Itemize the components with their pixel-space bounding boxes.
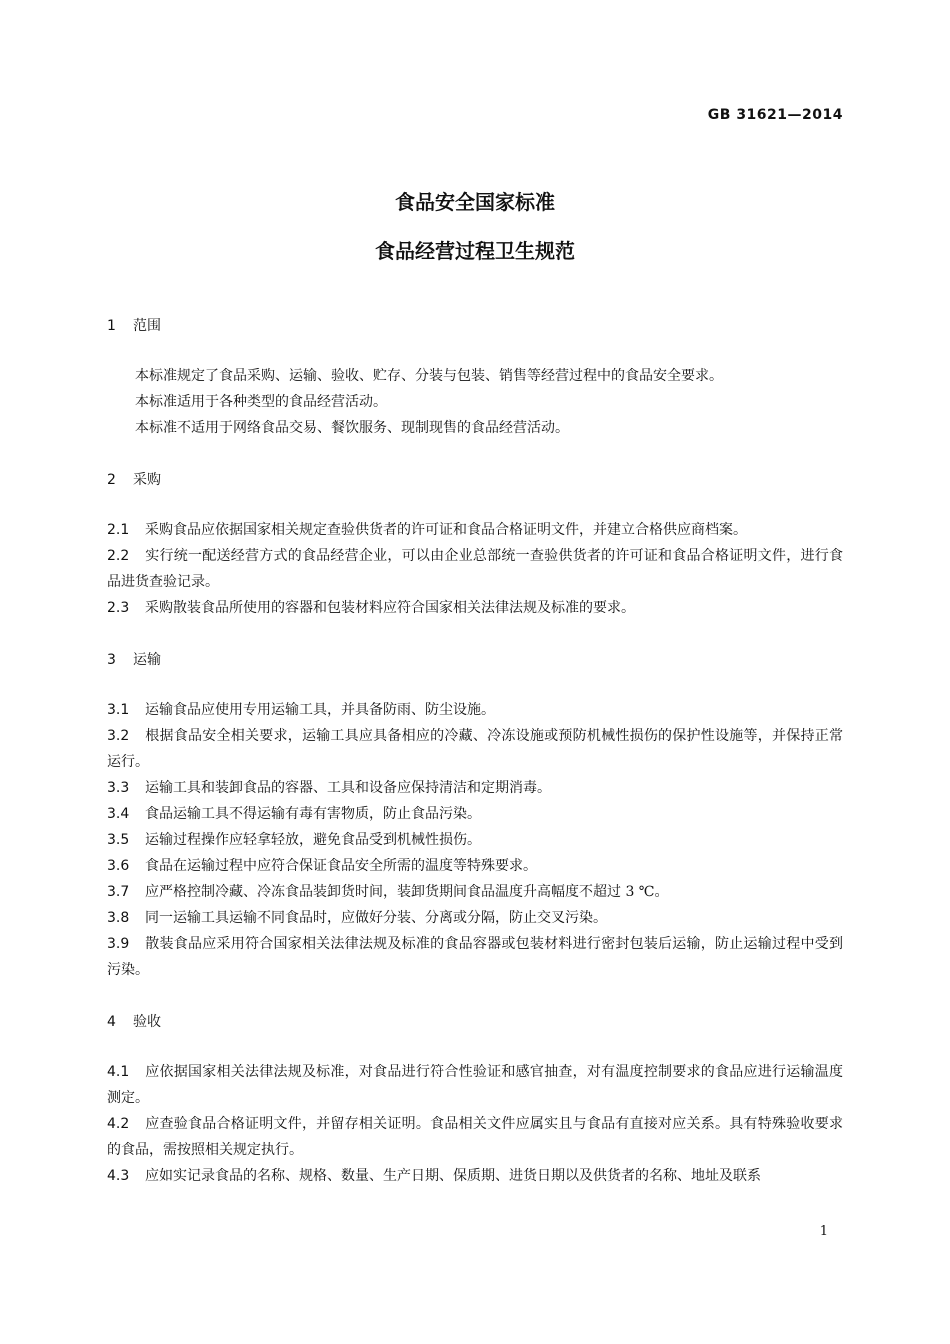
clause-text: 实行统一配送经营方式的食品经营企业，可以由企业总部统一查验供货者的许可证和食品合格证明文件，进行食品进货查验记录。	[107, 548, 843, 590]
clause	[107, 1059, 843, 1111]
page-number: 1	[819, 1224, 828, 1239]
clause-text: 应查验食品合格证明文件，并留存相关证明。食品相关文件应属实且与食品有直接对应关系。具有特殊验收要求的食品，需按照相关规定执行。	[107, 1116, 843, 1158]
clause-number: 3.5	[107, 832, 130, 848]
clause-number: 4.3	[107, 1168, 130, 1184]
clause-number: 4.2	[107, 1116, 130, 1132]
section-heading	[107, 315, 843, 337]
clause-text: 根据食品安全相关要求，运输工具应具备相应的冷藏、冷冻设施或预防机械性损伤的保护性设施等，并保持正常运行。	[107, 728, 843, 770]
section-number: 1	[107, 318, 116, 334]
clause-number: 2.3	[107, 600, 130, 616]
clause-number: 3.3	[107, 780, 130, 796]
clause	[107, 1163, 843, 1189]
clause-text: 散装食品应采用符合国家相关法律法规及标准的食品容器或包装材料进行密封包装后运输，防止运输过程中受到污染。	[107, 936, 843, 978]
clause	[107, 595, 843, 621]
clause-number: 3.1	[107, 702, 130, 718]
clause-text: 运输工具和装卸食品的容器、工具和设备应保持清洁和定期消毒。	[145, 780, 551, 796]
clause-text: 食品在运输过程中应符合保证食品安全所需的温度等特殊要求。	[145, 858, 537, 874]
clause	[107, 879, 843, 905]
section-title: 范围	[133, 318, 161, 334]
standard-number: GB 31621—2014	[707, 107, 843, 123]
clause-number: 2.1	[107, 522, 130, 538]
section-number: 2	[107, 472, 116, 488]
clause-text: 同一运输工具运输不同食品时，应做好分装、分离或分隔，防止交叉污染。	[145, 910, 607, 926]
clause	[107, 775, 843, 801]
clause-text: 运输食品应使用专用运输工具，并具备防雨、防尘设施。	[145, 702, 495, 718]
section-title: 验收	[133, 1014, 161, 1030]
clause	[107, 827, 843, 853]
document-title-line2: 食品经营过程卫生规范	[375, 239, 575, 263]
clause	[107, 1111, 843, 1163]
clause-text: 应严格控制冷藏、冷冻食品装卸货时间，装卸货期间食品温度升高幅度不超过 3 ℃。	[145, 884, 669, 900]
clause-number: 2.2	[107, 548, 130, 564]
clause-number: 3.4	[107, 806, 130, 822]
clause	[107, 853, 843, 879]
section-heading	[107, 1011, 843, 1033]
clause-number: 3.6	[107, 858, 130, 874]
clause-text: 采购散装食品所使用的容器和包装材料应符合国家相关法律法规及标准的要求。	[145, 600, 635, 616]
document-title-line1: 食品安全国家标准	[395, 190, 555, 214]
clause	[107, 723, 843, 775]
section-title: 运输	[133, 652, 161, 668]
section-number: 3	[107, 652, 116, 668]
section-number: 4	[107, 1014, 116, 1030]
clause-text: 应依据国家相关法律法规及标准，对食品进行符合性验证和感官抽查，对有温度控制要求的食品应进行运输温度测定。	[107, 1064, 843, 1106]
section-title: 采购	[133, 472, 161, 488]
paragraph: 本标准不适用于网络食品交易、餐饮服务、现制现售的食品经营活动。	[135, 420, 569, 436]
clause	[107, 801, 843, 827]
clause-number: 3.9	[107, 936, 130, 952]
clause-text: 运输过程操作应轻拿轻放，避免食品受到机械性损伤。	[145, 832, 481, 848]
clause-number: 3.7	[107, 884, 130, 900]
section-heading	[107, 469, 843, 491]
clause-text: 食品运输工具不得运输有毒有害物质，防止食品污染。	[145, 806, 481, 822]
section-heading	[107, 649, 843, 671]
document-body	[107, 315, 843, 1189]
clause	[107, 543, 843, 595]
clause	[107, 517, 843, 543]
clause-text: 应如实记录食品的名称、规格、数量、生产日期、保质期、进货日期以及供货者的名称、地址及联系	[145, 1168, 761, 1184]
paragraph: 本标准规定了食品采购、运输、验收、贮存、分装与包装、销售等经营过程中的食品安全要求。	[135, 368, 723, 384]
clause-number: 4.1	[107, 1064, 130, 1080]
paragraph: 本标准适用于各种类型的食品经营活动。	[135, 394, 387, 410]
clause	[107, 905, 843, 931]
clause-number: 3.2	[107, 728, 130, 744]
clause-number: 3.8	[107, 910, 130, 926]
clause-text: 采购食品应依据国家相关规定查验供货者的许可证和食品合格证明文件，并建立合格供应商档案。	[145, 522, 747, 538]
clause	[107, 697, 843, 723]
clause	[107, 931, 843, 983]
